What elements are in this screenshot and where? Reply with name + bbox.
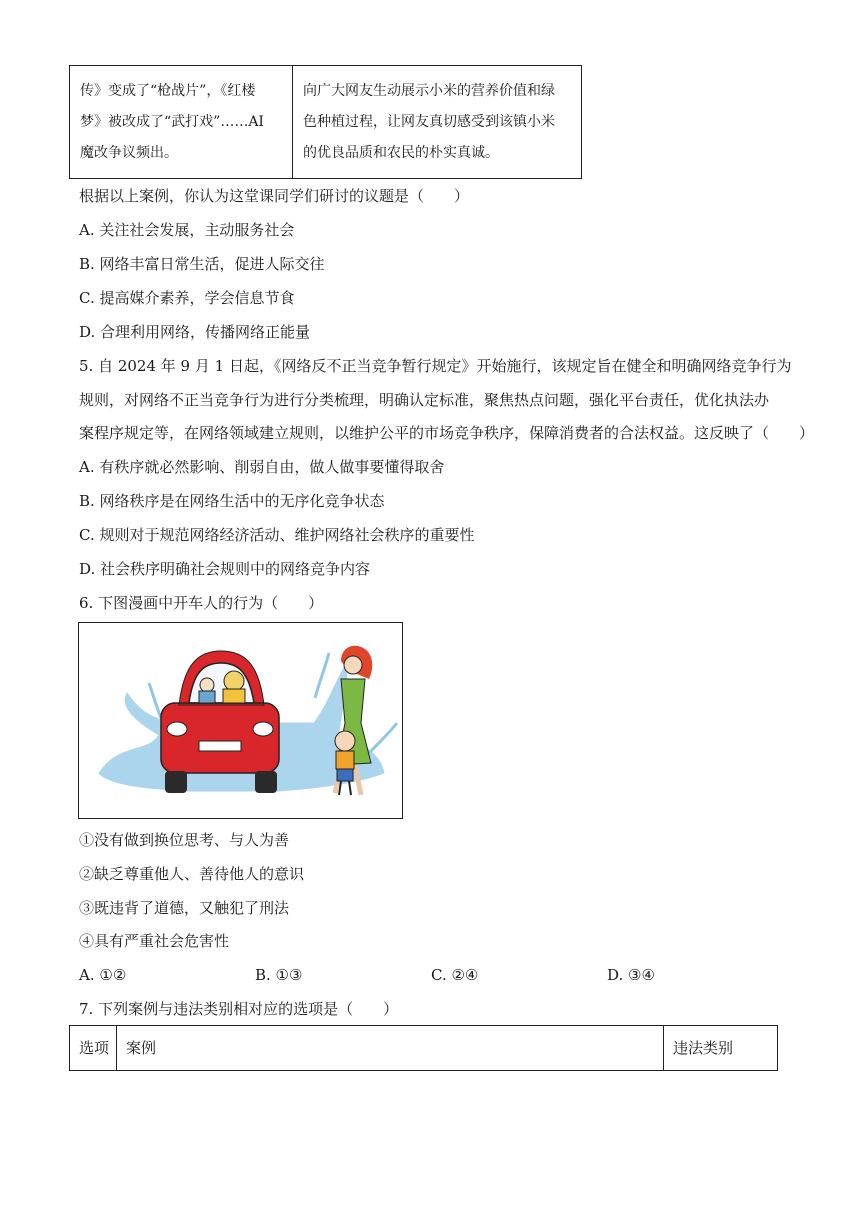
q6-statement-4: ④具有严重社会危害性: [79, 932, 230, 950]
q6-option-a[interactable]: A. ①②: [79, 966, 127, 984]
case-left-line: 传》变成了“枪战片”，《红楼: [80, 83, 256, 99]
case-right-line: 色种植过程，让网友真切感受到该镇小米: [303, 114, 555, 130]
case-cell-left: [70, 66, 293, 178]
q7-header-case: 案例: [117, 1026, 664, 1070]
q4-option-c[interactable]: C. 提高媒介素养，学会信息节食: [79, 289, 295, 307]
red-car: [161, 651, 279, 793]
q6-statement-3: ③既违背了道德，又触犯了刑法: [79, 899, 290, 917]
case-right-line: 向广大网友生动展示小米的营养价值和绿: [303, 83, 555, 99]
q5-stem-line: 5. 自 2024 年 9 月 1 日起，《网络反不正当竞争暂行规定》开始施行，该规定旨在健全和明确网络竞争行为: [79, 357, 792, 375]
q4-option-a[interactable]: A. 关注社会发展，主动服务社会: [79, 221, 295, 239]
q7-table: [69, 1025, 778, 1071]
case-table: [69, 65, 582, 179]
q7-header-option: 选项: [70, 1026, 117, 1070]
q6-statement-2: ②缺乏尊重他人、善待他人的意识: [79, 865, 305, 883]
q5-stem-line: 规则，对网络不正当竞争行为进行分类梳理，明确认定标准，聚焦热点问题，强化平台责任，优化执法办: [79, 391, 770, 409]
q6-option-d[interactable]: D. ③④: [607, 966, 655, 984]
q6-stem: 6. 下图漫画中开车人的行为（ ）: [79, 594, 324, 612]
q7-header-category: 违法类别: [673, 1039, 734, 1057]
q5-option-b[interactable]: B. 网络秩序是在网络生活中的无序化竞争状态: [79, 492, 385, 510]
q6-statement-1: ①没有做到换位思考、与人为善: [79, 831, 290, 849]
case-left-line: 魔改争议频出。: [80, 145, 178, 161]
case-right-line: 的优良品质和农民的朴实真诚。: [303, 145, 499, 161]
q5-option-c[interactable]: C. 规则对于规范网络经济活动、维护网络社会秩序的重要性: [79, 526, 475, 544]
q7-stem: 7. 下列案例与违法类别相对应的选项是（ ）: [79, 1000, 399, 1018]
comic-illustration: [79, 623, 403, 819]
q5-option-a[interactable]: A. 有秩序就必然影响、削弱自由，做人做事要懂得取舍: [79, 458, 445, 476]
q4-option-b[interactable]: B. 网络丰富日常生活，促进人际交往: [79, 255, 325, 273]
case-cell-right: [293, 66, 581, 178]
q4-option-d[interactable]: D. 合理利用网络，传播网络正能量: [79, 323, 311, 341]
comic-image: [78, 622, 403, 819]
q4-stem: 根据以上案例，你认为这堂课同学们研讨的议题是（ ）: [79, 187, 470, 205]
q6-option-c[interactable]: C. ②④: [431, 966, 479, 984]
q6-option-b[interactable]: B. ①③: [255, 966, 303, 984]
q5-option-d[interactable]: D. 社会秩序明确社会规则中的网络竞争内容: [79, 560, 371, 578]
case-left-line: 梦》被改成了“武打戏”……AI: [80, 114, 264, 130]
q5-stem-line: 案程序规定等，在网络领域建立规则，以维护公平的市场竞争秩序，保障消费者的合法权益。这反映了（ ）: [79, 424, 815, 442]
